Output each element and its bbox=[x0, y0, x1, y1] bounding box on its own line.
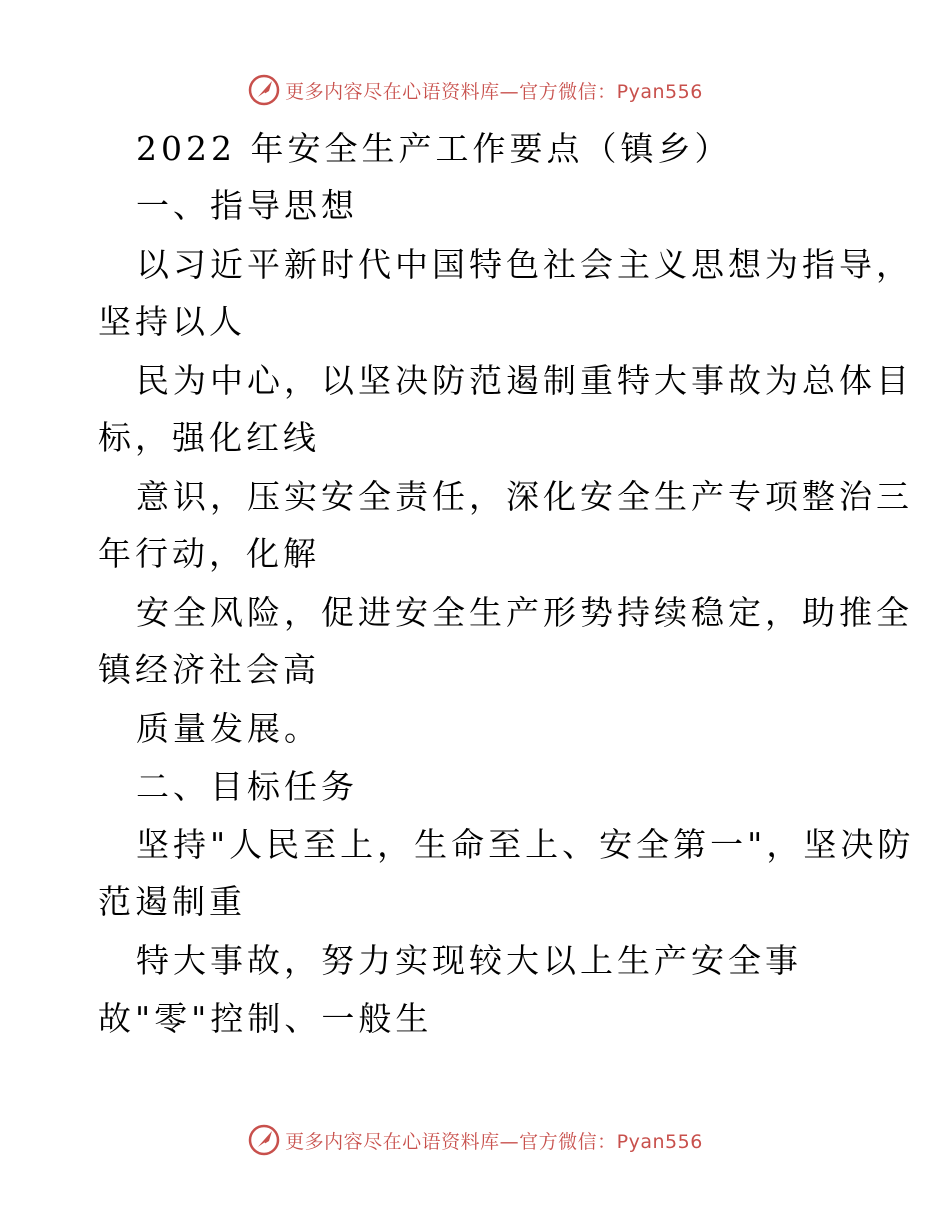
paragraph-line: 范遏制重 bbox=[98, 882, 246, 921]
watermark-text: 更多内容尽在心语资料库—官方微信：Pyan556 bbox=[285, 80, 703, 103]
paragraph-line: 标，强化红线 bbox=[98, 418, 320, 457]
watermark-header bbox=[0, 70, 950, 110]
paragraph-line: 镇经济社会高 bbox=[98, 650, 320, 689]
quill-logo-icon bbox=[247, 73, 281, 107]
watermark-footer bbox=[0, 1120, 950, 1160]
section-heading: 一、指导思想 bbox=[136, 186, 358, 225]
paragraph-line: 安全风险，促进安全生产形势持续稳定，助推全 bbox=[136, 593, 913, 632]
section-heading: 二、目标任务 bbox=[136, 767, 358, 806]
paragraph-line: 年行动，化解 bbox=[98, 534, 320, 573]
paragraph-line: 意识，压实安全责任，深化安全生产专项整治三 bbox=[136, 477, 913, 516]
paragraph-line: 质量发展。 bbox=[136, 709, 321, 748]
watermark-text: 更多内容尽在心语资料库—官方微信：Pyan556 bbox=[285, 1130, 703, 1153]
paragraph-line: 民为中心，以坚决防范遏制重特大事故为总体目 bbox=[136, 361, 913, 400]
quill-logo-icon bbox=[247, 1123, 281, 1157]
paragraph-line: 以习近平新时代中国特色社会主义思想为指导， bbox=[136, 245, 913, 284]
paragraph-line: 坚持"人民至上，生命至上、安全第一"，坚决防 bbox=[136, 825, 915, 864]
paragraph-line: 特大事故，努力实现较大以上生产安全事 bbox=[136, 941, 802, 980]
paragraph-line: 坚持以人 bbox=[98, 302, 246, 341]
document-title: 2022 年安全生产工作要点（镇乡） bbox=[136, 129, 732, 168]
paragraph-line: 故"零"控制、一般生 bbox=[98, 999, 433, 1038]
